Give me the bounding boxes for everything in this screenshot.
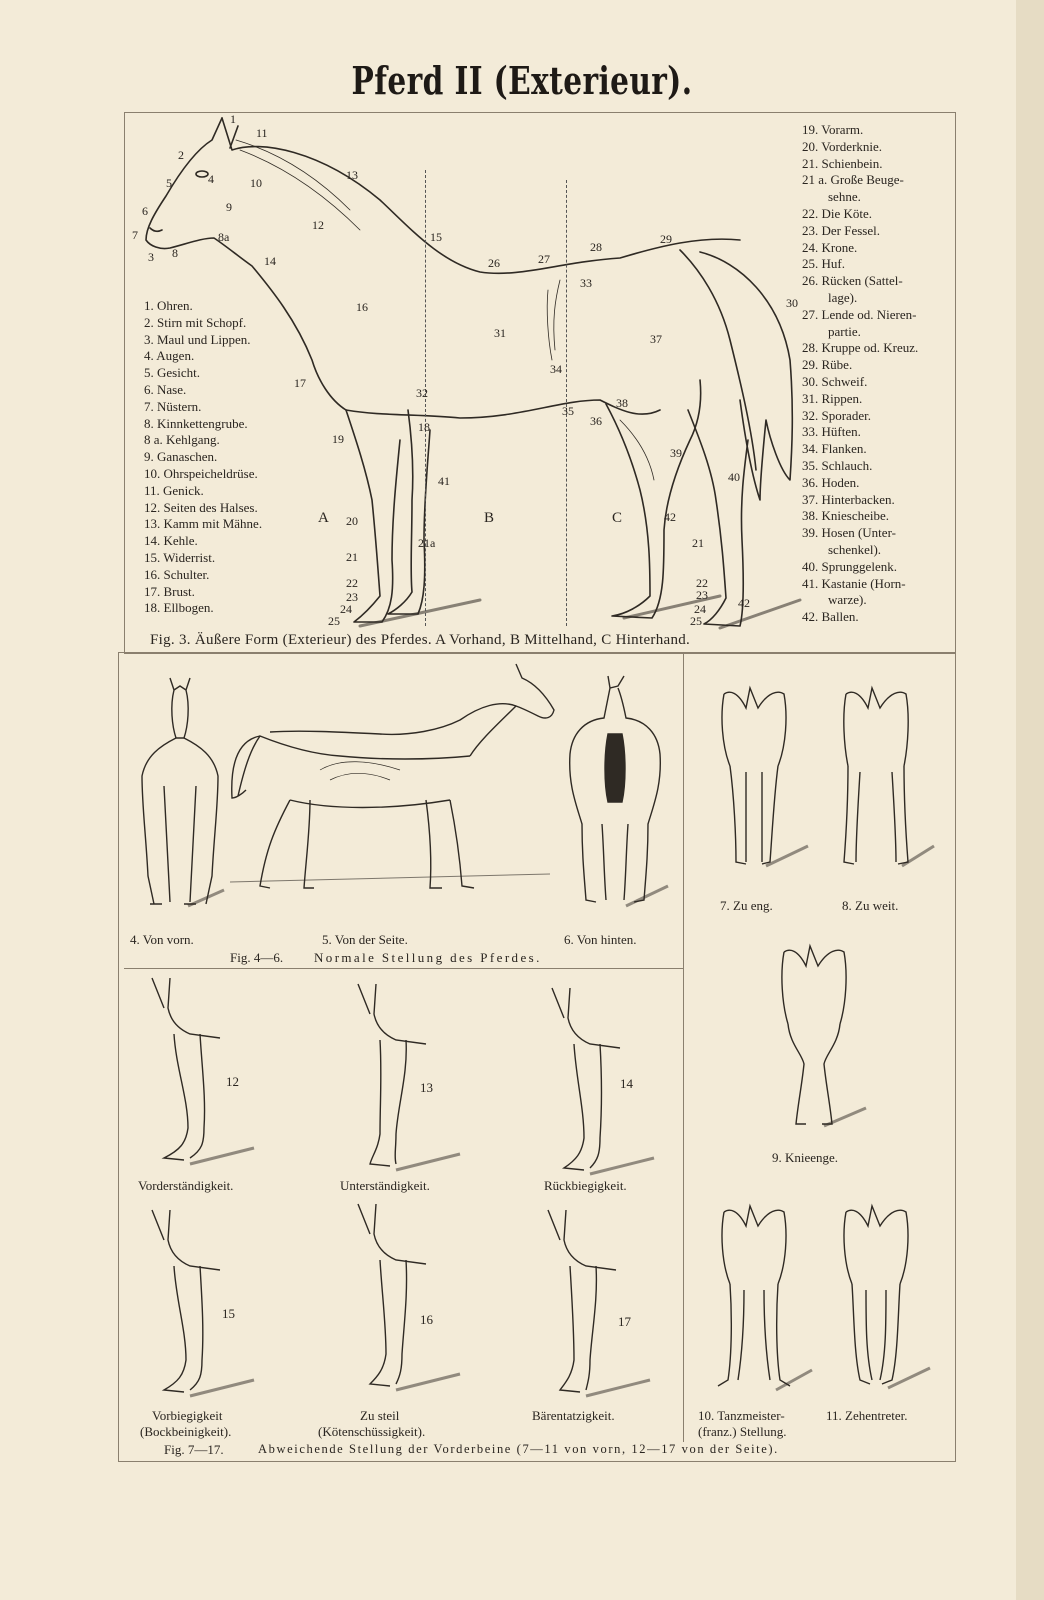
part-number: 42 (664, 510, 676, 524)
fig3-divider-hindhand (566, 180, 567, 626)
fig17-leg-number: 17 (618, 1314, 631, 1329)
legend-entry: 26. Rücken (Sattel- (802, 273, 903, 289)
fig10-label-line2: (franz.) Stellung. (698, 1424, 787, 1439)
part-number: 30 (786, 296, 798, 310)
fig15-label-line2: (Bockbeinigkeit). (140, 1424, 232, 1439)
legend-entry: 17. Brust. (144, 583, 195, 599)
part-number: 41 (438, 474, 450, 488)
fig4-label: 4. Von vorn. (130, 932, 194, 947)
legend-entry: sehne. (828, 189, 861, 205)
legend-entry: 18. Ellbogen. (144, 600, 214, 616)
region-label-b: B (484, 510, 495, 526)
legend-entry: 30. Schweif. (802, 373, 868, 389)
legend-entry: 21 a. Große Beuge- (802, 172, 904, 188)
legend-entry: 8. Kinnkettengrube. (144, 415, 248, 431)
legend-entry: 23. Der Fessel. (802, 222, 880, 238)
region-label-a: A (318, 510, 329, 526)
legend-entry: 33. Hüften. (802, 424, 861, 440)
part-number: 21 (692, 536, 704, 550)
legend-entry: 2. Stirn mit Schopf. (144, 314, 247, 330)
fig10-label-line1: 10. Tanzmeister- (698, 1408, 785, 1423)
legend-entry: 14. Kehle. (144, 533, 198, 549)
fig15-leg-drawing (150, 1210, 260, 1410)
fig5-horse-side-view (230, 660, 560, 900)
legend-entry: 3. Maul und Lippen. (144, 331, 251, 347)
part-number: 1 (230, 112, 236, 126)
fig9-label: 9. Knieenge. (772, 1150, 839, 1165)
fig9-knee-narrow (776, 944, 876, 1144)
legend-entry: 21. Schienbein. (802, 155, 883, 171)
legend-entry: 4. Augen. (144, 348, 195, 364)
part-number: 13 (346, 168, 358, 182)
fig10-dancing-master-stance (716, 1204, 816, 1404)
fig7-label: 7. Zu eng. (720, 898, 773, 913)
part-number: 20 (346, 514, 358, 528)
plate-title: Pferd II (Exterieur). (351, 58, 693, 103)
legend-entry: 42. Ballen. (802, 609, 859, 625)
part-number: 3 (148, 250, 154, 264)
fig14-leg-number: 14 (620, 1076, 633, 1091)
legend-entry: 1. Ohren. (144, 298, 193, 313)
legend-entry: warze). (828, 592, 867, 608)
part-number: 11 (256, 126, 268, 140)
part-number: 29 (660, 232, 672, 246)
fig13-leg-drawing (356, 984, 466, 1184)
fig12-leg-drawing (150, 978, 260, 1178)
fig6-horse-rear-view (564, 674, 674, 914)
part-number: 10 (250, 176, 262, 190)
part-number: 35 (562, 404, 574, 418)
fig8-label: 8. Zu weit. (842, 898, 899, 913)
fig16-label-line2: (Kötenschüssigkeit). (318, 1424, 426, 1439)
fig17-leg-drawing (546, 1210, 656, 1410)
part-number: 40 (728, 470, 740, 484)
fig16-label-line1: Zu steil (360, 1408, 400, 1423)
legend-entry: 31. Rippen. (802, 390, 863, 406)
part-number: 38 (616, 396, 628, 410)
fig4-6-caption: Normale Stellung des Pferdes. (314, 950, 542, 965)
fig7-legs-too-narrow (716, 686, 816, 886)
part-number: 39 (670, 446, 682, 460)
part-number: 7 (132, 228, 138, 242)
part-number: 22 (696, 576, 708, 590)
part-number: 25 (328, 614, 340, 628)
part-number: 23 (696, 588, 708, 602)
legend-entry: 10. Ohrspeicheldrüse. (144, 465, 258, 481)
part-number: 28 (590, 240, 602, 254)
legend-entry: 24. Krone. (802, 239, 858, 255)
fig6-label: 6. Von hinten. (564, 932, 637, 947)
legend-entry: 16. Schulter. (144, 566, 210, 582)
part-number: 23 (346, 590, 358, 604)
legend-entry: partie. (828, 323, 861, 339)
part-number: 16 (356, 300, 368, 314)
legend-entry: 7. Nüstern. (144, 398, 202, 414)
legend-entry: 39. Hosen (Unter- (802, 525, 896, 541)
legend-entry: 35. Schlauch. (802, 457, 873, 473)
part-number: 9 (226, 200, 232, 214)
part-number: 31 (494, 326, 506, 340)
part-number: 5 (166, 176, 172, 190)
part-number: 2 (178, 148, 184, 162)
part-number: 36 (590, 414, 602, 428)
part-number: 12 (312, 218, 324, 232)
part-number: 15 (430, 230, 442, 244)
fig7-17-caption: Abweichende Stellung der Vorderbeine (7—11 von vorn, 12—17 von der Seite). (258, 1442, 779, 1456)
legend-entry: 11. Genick. (144, 482, 204, 498)
part-number: 27 (538, 252, 550, 266)
part-number: 8 (172, 246, 178, 260)
legend-entry: 25. Huf. (802, 256, 845, 272)
part-number: 19 (332, 432, 344, 446)
part-number: 37 (650, 332, 662, 346)
fig16-leg-number: 16 (420, 1312, 433, 1327)
legend-entry: 9. Ganaschen. (144, 449, 218, 465)
fig14-leg-drawing (550, 988, 660, 1188)
legend-entry: 6. Nase. (144, 381, 187, 397)
fig12-label: Vorderständigkeit. (138, 1178, 234, 1193)
legend-entry: 8 a. Kehlgang. (144, 432, 220, 448)
legend-entry: 38. Kniescheibe. (802, 508, 890, 524)
legend-entry: 22. Die Köte. (802, 205, 873, 221)
fig16-leg-drawing (356, 1204, 466, 1404)
part-number: 8a (218, 230, 230, 244)
fig3-caption: Fig. 3. Äußere Form (Exterieur) des Pferdes. A Vorhand, B Mittelhand, C Hinterhand. (150, 632, 691, 648)
fig14-label: Rückbiegigkeit. (544, 1178, 627, 1193)
fig7-17-caption-prefix: Fig. 7—17. (164, 1442, 224, 1457)
part-number: 24 (340, 602, 352, 616)
legend-entry: 34. Flanken. (802, 441, 867, 457)
fig8-legs-too-wide (838, 686, 938, 886)
part-number: 32 (416, 386, 428, 400)
part-number: 42 (738, 596, 750, 610)
legend-entry: 32. Sporader. (802, 407, 871, 423)
fig11-label: 11. Zehentreter. (826, 1408, 908, 1423)
fig4-horse-front-view (130, 676, 230, 916)
legend-entry: schenkel). (828, 541, 882, 557)
legend-entry: 13. Kamm mit Mähne. (144, 516, 263, 532)
fig5-label: 5. Von der Seite. (322, 932, 408, 947)
part-number: 26 (488, 256, 500, 270)
part-number: 17 (294, 376, 306, 390)
legend-entry: 36. Hoden. (802, 474, 860, 490)
part-number: 34 (550, 362, 562, 376)
fig12-leg-number: 12 (226, 1074, 239, 1089)
part-number: 14 (264, 254, 276, 268)
part-number: 33 (580, 276, 592, 290)
legend-entry: 15. Widerrist. (144, 549, 216, 565)
legend-entry: 40. Sprunggelenk. (802, 558, 897, 574)
part-number: 4 (208, 172, 214, 186)
part-number: 21 (346, 550, 358, 564)
legend-entry: 29. Rübe. (802, 357, 853, 373)
part-number: 25 (690, 614, 702, 628)
part-number: 21a (418, 536, 436, 550)
fig17-label: Bärentatzigkeit. (532, 1408, 615, 1423)
region-label-c: C (612, 510, 623, 526)
legend-entry: 28. Kruppe od. Kreuz. (802, 340, 919, 356)
legend-entry: 5. Gesicht. (144, 365, 200, 381)
legend-entry: 37. Hinterbacken. (802, 491, 895, 507)
fig15-label-line1: Vorbiegigkeit (152, 1408, 223, 1423)
legend-entry: 41. Kastanie (Horn- (802, 575, 906, 591)
legend-entry: lage). (828, 289, 858, 305)
legend-entry: 12. Seiten des Halses. (144, 499, 258, 515)
part-number: 24 (694, 602, 706, 616)
part-number: 22 (346, 576, 358, 590)
legend-entry: 19. Vorarm. (802, 122, 864, 137)
fig4-6-caption-prefix: Fig. 4—6. (230, 950, 284, 965)
fig11-toe-in-stance (838, 1204, 938, 1404)
legend-entry: 20. Vorderknie. (802, 138, 883, 154)
part-number: 18 (418, 420, 430, 434)
fig13-label: Unterständigkeit. (340, 1178, 430, 1193)
part-number: 6 (142, 204, 148, 218)
fig13-leg-number: 13 (420, 1080, 433, 1095)
legend-entry: 27. Lende od. Nieren- (802, 306, 917, 322)
fig15-leg-number: 15 (222, 1306, 235, 1321)
